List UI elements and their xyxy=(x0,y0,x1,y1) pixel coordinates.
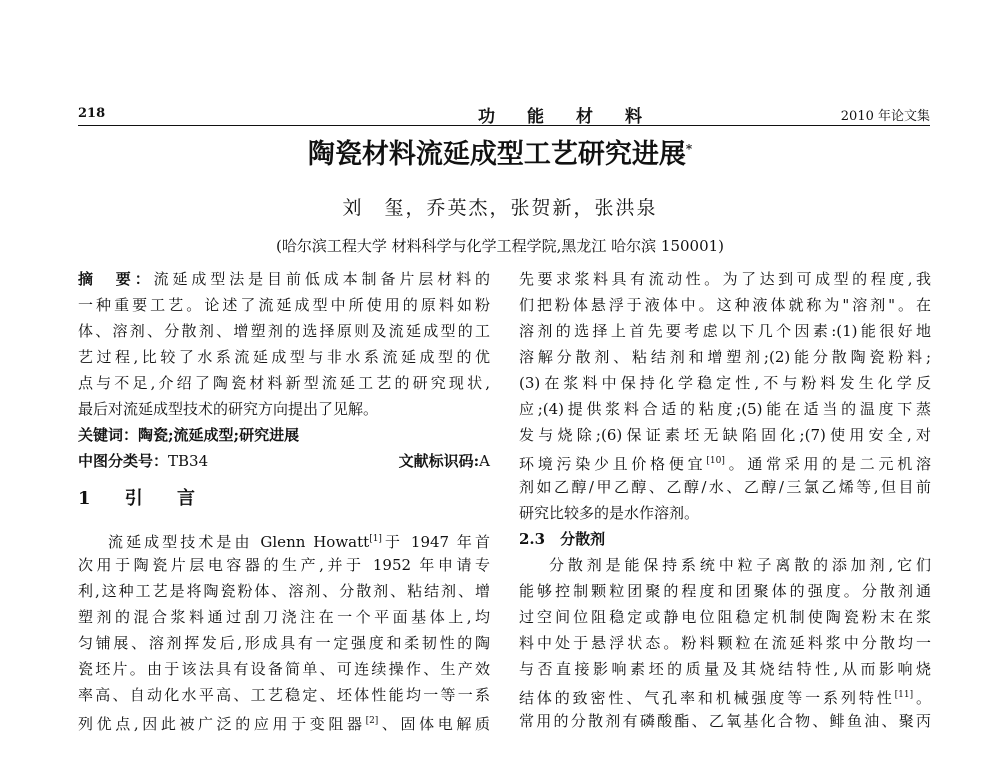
keywords-text: 陶瓷;流延成型;研究进展 xyxy=(138,426,300,444)
intro-line: 利,这种工艺是将陶瓷粉体、溶剂、分散剂、粘结剂、增 xyxy=(78,582,490,600)
abstract-line: 体、溶剂、分散剂、增塑剂的选择原则及流延成型的工 xyxy=(78,322,490,340)
citation: [1] xyxy=(369,534,382,544)
body-line: 发与烧除;(6)保证素坯无缺陷固化;(7)使用安全,对 xyxy=(519,426,931,444)
abstract-line: 艺过程,比较了水系流延成型与非水系流延成型的优 xyxy=(78,348,490,366)
intro-line: 列优点,因此被广泛的应用于变阻器[2]、固体电解质 xyxy=(78,715,490,733)
keywords xyxy=(78,422,490,448)
left-column xyxy=(78,266,490,734)
body-line: 结体的致密性、气孔率和机械强度等一系列特性[11]。 xyxy=(519,689,931,707)
header-rule xyxy=(78,125,930,126)
intro-line: 瓷坯片。由于该法具有设备简单、可连续操作、生产效 xyxy=(78,660,490,678)
body-line: 环境污染少且价格便宜[10]。通常采用的是二元机溶 xyxy=(519,455,931,473)
body-line: 应;(4)提供浆料合适的粘度;(5)能在适当的温度下蒸 xyxy=(519,400,931,418)
abstract-label: 摘 要： xyxy=(78,270,154,288)
year-label: 2010 年论文集 xyxy=(840,109,930,124)
abstract-line: 一种重要工艺。论述了流延成型中所使用的原料如粉 xyxy=(78,296,490,314)
citation: [2] xyxy=(365,716,379,726)
body-line: 过空间位阻稳定或静电位阻稳定机制使陶瓷粉末在浆 xyxy=(519,608,931,626)
body-line: 剂如乙醇/甲乙醇、乙醇/水、乙醇/三氯乙烯等,但目前 xyxy=(519,478,931,496)
page-header xyxy=(78,102,930,127)
intro-line: 匀铺展、溶剂挥发后,形成具有一定强度和柔韧性的陶 xyxy=(78,634,490,652)
body-line: 料中处于悬浮状态。粉料颗粒在流延料浆中分散均一 xyxy=(519,634,931,652)
title-text: 陶瓷材料流延成型工艺研究进展 xyxy=(307,139,686,170)
title-footnote-mark: * xyxy=(685,142,693,156)
intro-line: 率高、自动化水平高、工艺稳定、坯体性能均一等一系 xyxy=(78,686,490,704)
abstract-line: 点与不足,介绍了陶瓷材料新型流延工艺的研究现状, xyxy=(78,374,490,392)
document-code: 文献标识码:A xyxy=(398,452,490,470)
subsection-heading-dispersant: 2.3 分散剂 xyxy=(519,530,606,548)
body-line: 溶剂的选择上首先要考虑以下几个因素:(1)能很好地 xyxy=(519,322,931,340)
journal-name: 功能材料 xyxy=(478,107,674,127)
section-heading-introduction: 1 引 言 xyxy=(78,488,210,509)
body-line: 研究比较多的是水作溶剂。 xyxy=(519,504,700,522)
citation: [10] xyxy=(706,456,725,466)
body-line: 先要求浆料具有流动性。为了达到可成型的程度,我 xyxy=(519,270,931,288)
abstract-line: 最后对流延成型技术的研究方向提出了见解。 xyxy=(78,400,379,418)
intro-line: 流延成型技术是由 Glenn Howatt[1]于 1947 年首 xyxy=(108,533,490,551)
affiliation: (哈尔滨工程大学 材料科学与化学工程学院,黑龙江 哈尔滨 150001) xyxy=(275,237,725,255)
paper-title xyxy=(0,132,1000,171)
classification xyxy=(78,448,490,474)
intro-line: 次用于陶瓷片层电容器的生产,并于 1952 年申请专 xyxy=(78,556,490,574)
authors: 刘 玺，乔英杰，张贺新，张洪泉 xyxy=(342,197,658,219)
citation: [11] xyxy=(894,690,914,700)
intro-line: 塑剂的混合浆料通过刮刀浇注在一个平面基体上,均 xyxy=(78,608,490,626)
body-line: 们把粉体悬浮于液体中。这种液体就称为"溶剂"。在 xyxy=(519,296,931,314)
body-line: (3)在浆料中保持化学稳定性,不与粉料发生化学反 xyxy=(519,374,931,392)
body-line: 常用的分散剂有磷酸酯、乙氧基化合物、鲱鱼油、聚丙 xyxy=(519,712,931,730)
body-line: 分散剂是能保持系统中粒子离散的添加剂,它们 xyxy=(549,556,931,574)
body-line: 溶解分散剂、粘结剂和增塑剂;(2)能分散陶瓷粉料; xyxy=(519,348,931,366)
body-line: 与否直接影响素坯的质量及其烧结特性,从而影响烧 xyxy=(519,660,931,678)
abstract-line: 摘 要：流延成型法是目前低成本制备片层材料的 xyxy=(78,270,490,288)
keywords-label: 关键词： xyxy=(78,426,139,444)
classification-label: 中图分类号： xyxy=(78,452,169,470)
page-number: 218 xyxy=(78,106,106,121)
right-column xyxy=(519,266,931,734)
body-line: 能够控制颗粒团聚的程度和团聚体的强度。分散剂通 xyxy=(519,582,931,600)
classification-value: TB34 xyxy=(168,452,209,470)
